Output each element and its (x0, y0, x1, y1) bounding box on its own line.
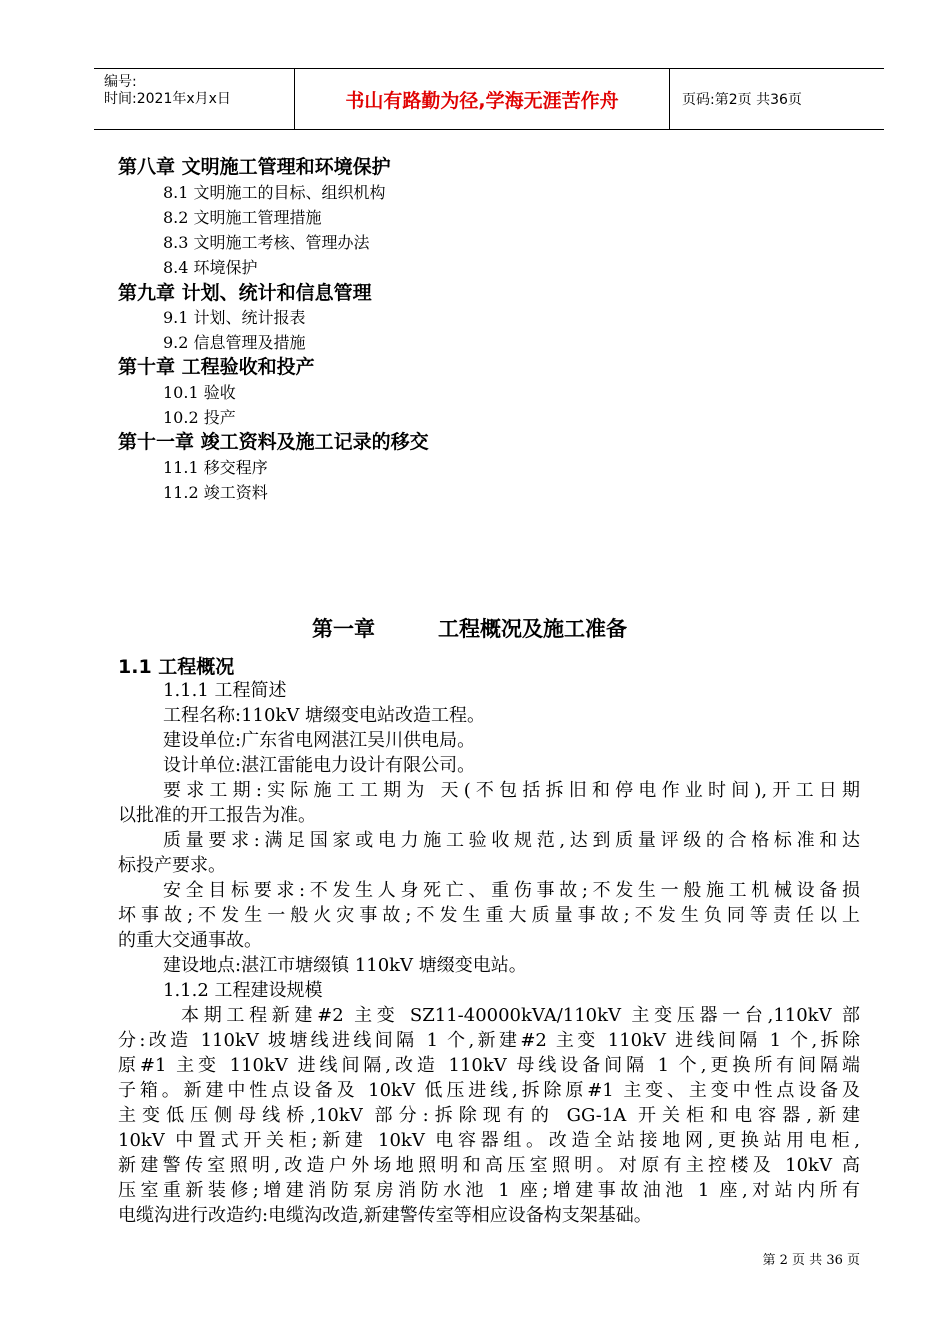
project-period: 要求工期:实际施工工期为 天(不包括拆旧和停电作业时间),开工日期 以批准的开工报告为准。 (118, 780, 860, 826)
project-name: 工程名称:110kV 塘缀变电站改造工程。 (163, 705, 486, 726)
doc-number-label: 编号: (104, 74, 137, 90)
subsection-2: 1.1.2 工程建设规模 (163, 980, 323, 1001)
project-scale: 本期工程新建#2 主变 SZ11-40000kVA/110kV 主变压器一台,110kV 部 分:改造 110kV 坡塘线进线间隔 1 个,新建#2 主变 110kV 进线间隔 1 个,拆除 原#1 主变 110kV 进线间隔,改造 110kV 母线设备间隔 1 个,更换所有间隔端 子箱。新建中性点设备及 10kV 低压进线,拆除原#1 主变、主变中性点设备及 主变低压侧母线桥,10kV 部分:拆除现有的 GG-1A 开关柜和电容器,新建 10kV 中置式开关柜;新建 10kV 电容器组。改造全站接地网,更换站用电柜, 新建警传室照明,改造户外场地照明和高压室照明。对原有主控楼及 10kV 高 压室重新装修;增建消防泵房消防水池 1 座;增建事故油池 1 座,对站内所有 电缆沟进行改造约:电缆沟改造,新建警传室等相应设备构支架基础。 (118, 1005, 860, 1226)
toc-chapter-9: 第九章 计划、统计和信息管理 (118, 282, 372, 304)
toc-item-8-2: 8.2 文明施工管理措施 (163, 208, 322, 227)
quality-requirement: 质量要求:满足国家或电力施工验收规范,达到质量评级的合格标准和达 标投产要求。 (118, 830, 860, 876)
toc-item-11-2: 11.2 竣工资料 (163, 483, 268, 502)
project-designer: 设计单位:湛江雷能电力设计有限公司。 (163, 755, 476, 776)
toc-item-10-1: 10.1 验收 (163, 383, 236, 402)
toc-chapter-8: 第八章 文明施工管理和环境保护 (118, 156, 391, 178)
toc-item-11-1: 11.1 移交程序 (163, 458, 268, 477)
toc-item-10-2: 10.2 投产 (163, 408, 236, 427)
project-owner: 建设单位:广东省电网湛江吴川供电局。 (163, 730, 476, 751)
header-page-number: 页码:第2页 共36页 (682, 92, 802, 108)
toc-item-8-4: 8.4 环境保护 (163, 258, 258, 277)
section-heading: 1.1 工程概况 (118, 656, 235, 678)
header-meta (94, 69, 294, 129)
toc-item-8-1: 8.1 文明施工的目标、组织机构 (163, 183, 386, 202)
chapter-title: 工程概况及施工准备 (438, 617, 627, 641)
safety-requirement: 安全目标要求:不发生人身死亡、重伤事故;不发生一般施工机械设备损 坏事故;不发生一般火灾事故;不发生重大质量事故;不发生负同等责任以上 的重大交通事故。 (118, 880, 860, 951)
toc-chapter-11: 第十一章 竣工资料及施工记录的移交 (118, 431, 429, 453)
doc-time-label: 时间:2021年x月x日 (104, 91, 231, 107)
toc-item-9-1: 9.1 计划、统计报表 (163, 308, 306, 327)
page-footer: 第 2 页 共 36 页 (762, 1253, 860, 1268)
toc-item-9-2: 9.2 信息管理及措施 (163, 333, 306, 352)
toc-item-8-3: 8.3 文明施工考核、管理办法 (163, 233, 370, 252)
chapter-number: 第一章 (312, 617, 375, 641)
header-motto: 书山有路勤为径,学海无涯苦作舟 (294, 69, 670, 129)
page-header (94, 68, 884, 130)
project-location: 建设地点:湛江市塘缀镇 110kV 塘缀变电站。 (163, 955, 527, 976)
toc-chapter-10: 第十章 工程验收和投产 (118, 356, 315, 378)
subsection-1: 1.1.1 工程简述 (163, 680, 287, 701)
